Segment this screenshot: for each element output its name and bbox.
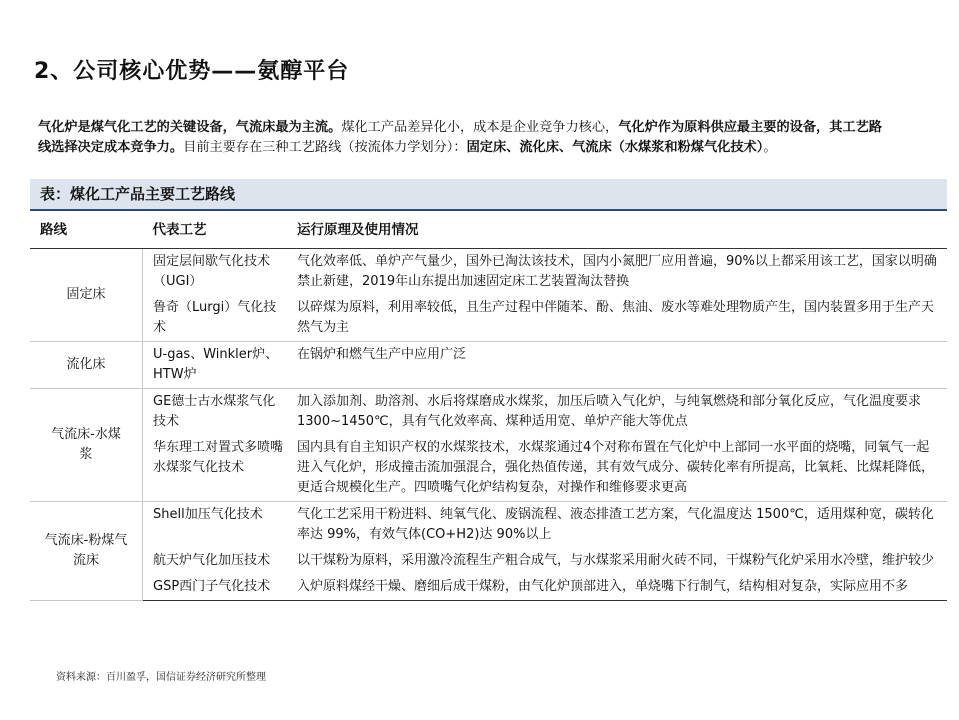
description-cell: 国内具有自主知识产权的水煤浆技术，水煤浆通过4个对称布置在气化炉中上部同一水平面的烧嘴，同氧气一起进入气化炉，形成撞击流加强混合，强化热值传递，其有效气成分、碳转化率有所提高，比氧耗、比煤耗降低，更适合规模化生产。四喷嘴气化炉结构复杂，对操作和维修要求更高 bbox=[297, 435, 947, 502]
route-cell: 气流床-水煤浆 bbox=[30, 389, 143, 502]
table-row bbox=[30, 435, 947, 502]
description-cell: 入炉原料煤经干燥、磨细后成干煤粉，由气化炉顶部进入，单烧嘴下行制气，结构相对复杂，实际应用不多 bbox=[297, 574, 947, 601]
process-cell: GE德士古水煤浆气化技术 bbox=[153, 394, 276, 429]
intro-text-3: 。 bbox=[763, 139, 777, 155]
intro-bold-1: 气化炉是煤气化工艺的关键设备，气流床最为主流。 bbox=[38, 120, 342, 135]
description-cell: 在锅炉和燃气生产中应用广泛 bbox=[297, 342, 947, 389]
table-row bbox=[30, 389, 947, 436]
table-row bbox=[30, 548, 947, 574]
header-process: 代表工艺 bbox=[143, 212, 298, 249]
source-note: 资料来源：百川盈孚，国信证券经济研究所整理 bbox=[56, 672, 266, 683]
process-cell: 航天炉气化加压技术 bbox=[153, 553, 271, 568]
process-cell: U-gas、Winkler炉、HTW炉 bbox=[143, 342, 298, 389]
intro-text-2: 目前主要存在三种工艺路线（按流体力学划分）： bbox=[183, 139, 467, 155]
description-cell: 气化效率低、单炉产气量少，国外已淘汰该技术，国内小氮肥厂应用普遍，90%以上都采用该工艺，国家以明确禁止新建，2019年山东提出加速固定床工艺装置淘汰替换 bbox=[297, 254, 937, 289]
intro-paragraph bbox=[38, 118, 888, 157]
table-header-row bbox=[30, 212, 947, 249]
route-cell: 流化床 bbox=[30, 342, 143, 389]
header-description: 运行原理及使用情况 bbox=[297, 212, 947, 249]
description-cell: 以干煤粉为原料，采用激冷流程生产粗合成气，与水煤浆采用耐火砖不同，干煤粉气化炉采用水冷壁，维护较少 bbox=[297, 553, 935, 568]
page-title: 2、公司核心优势——氨醇平台 bbox=[34, 59, 350, 84]
table-title: 表：煤化工产品主要工艺路线 bbox=[30, 179, 947, 211]
description-cell: 加入添加剂、助溶剂、水后将煤磨成水煤浆，加压后喷入气化炉，与纯氧燃烧和部分氧化反应，气化温度要求1300~1450℃，具有气化效率高、煤种适用宽、单炉产能大等优点 bbox=[297, 394, 922, 429]
table-row bbox=[30, 295, 947, 342]
process-cell: 鲁奇（Lurgi）气化技术 bbox=[143, 295, 298, 342]
table-row bbox=[30, 502, 947, 549]
table-row bbox=[30, 342, 947, 389]
table-row bbox=[30, 574, 947, 601]
intro-bold-2: 气化炉作为原料供应最主要的设备，其工艺路线选择决定成本竞争力。 bbox=[38, 120, 882, 155]
process-cell: GSP西门子气化技术 bbox=[143, 574, 298, 601]
table-row bbox=[30, 249, 947, 296]
intro-text-1: 煤化工产品差异化小，成本是企业竞争力核心， bbox=[341, 120, 619, 135]
intro-bold-3: 固定床、流化床、气流床（水煤浆和粉煤气化技术） bbox=[466, 139, 764, 155]
process-cell: 华东理工对置式多喷嘴水煤浆气化技术 bbox=[143, 435, 298, 502]
description-cell: 气化工艺采用干粉进料、纯氧气化、废锅流程、液态排渣工艺方案，气化温度达 1500℃，适用煤种宽，碳转化率达 99%，有效气体(CO+H2)达 90%以上 bbox=[297, 507, 934, 542]
process-cell: Shell加压气化技术 bbox=[153, 507, 263, 522]
process-cell: 固定层间歇气化技术（UGI） bbox=[153, 254, 271, 289]
description-cell: 以碎煤为原料，利用率较低，且生产过程中伴随苯、酚、焦油、废水等难处理物质产生，国内装置多用于生产天然气为主 bbox=[297, 295, 947, 342]
route-cell: 固定床 bbox=[30, 249, 143, 342]
route-cell: 气流床-粉煤气流床 bbox=[30, 502, 143, 601]
header-route: 路线 bbox=[30, 212, 143, 249]
process-route-table bbox=[30, 212, 947, 601]
